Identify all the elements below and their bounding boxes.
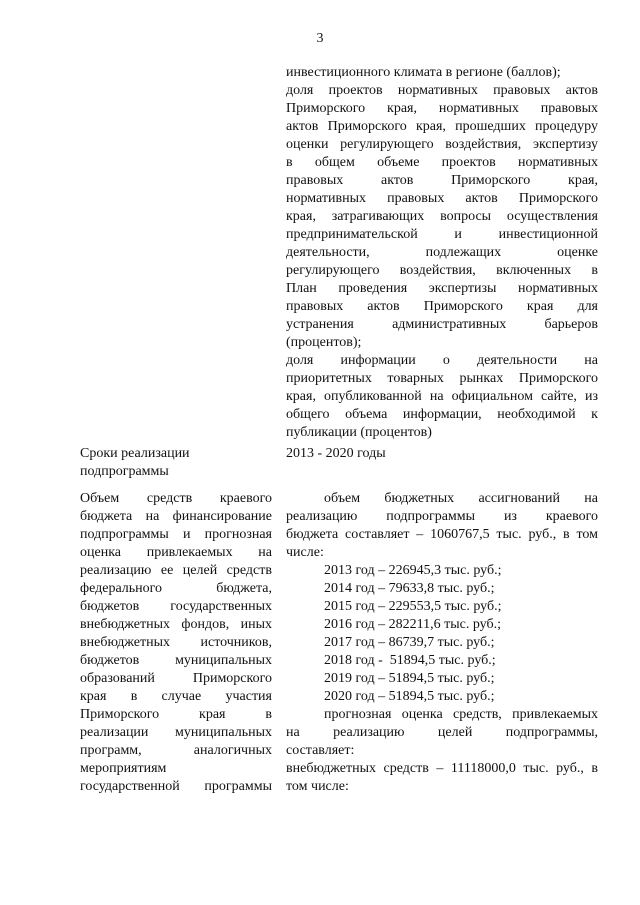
text-line: инвестиционного климата в регионе (баллов); — [286, 65, 561, 80]
page-number: 3 — [316, 31, 324, 46]
text-line: бюджетов муниципальных — [80, 653, 272, 668]
text-line: предпринимательской и инвестиционной — [286, 227, 598, 242]
text-line: государственной программы — [80, 779, 272, 794]
text-line: образований Приморского — [80, 671, 272, 686]
text-line: приоритетных товарных рынках Приморского — [286, 371, 598, 386]
text-line: мероприятиям — [80, 761, 167, 776]
text-line: Приморского края в — [80, 707, 272, 722]
terms-value — [286, 445, 598, 463]
year-amount: 2018 год - 51894,5 тыс. руб.; — [324, 653, 496, 668]
year-amount: 2016 год – 282211,6 тыс. руб.; — [324, 617, 501, 632]
text-line: актов Приморского края, прошедших процедуру — [286, 119, 598, 134]
text-line: 2013 - 2020 годы — [286, 446, 386, 461]
text-line: края в случае участия — [80, 689, 272, 704]
terms-label — [80, 445, 272, 481]
funding-label — [80, 490, 272, 796]
year-amount: 2015 год – 229553,5 тыс. руб.; — [324, 599, 502, 614]
text-line: реализацию ее целей средств — [80, 563, 272, 578]
text-line: составляет: — [286, 743, 355, 758]
text-line: бюджетов государственных — [80, 599, 272, 614]
text-line: деятельности, подлежащих оценке — [286, 245, 598, 260]
text-line: Объем средств краевого — [80, 491, 272, 506]
text-line: числе: — [286, 545, 324, 560]
text-line: реализации муниципальных — [80, 725, 272, 740]
year-amount: 2017 год – 86739,7 тыс. руб.; — [324, 635, 495, 650]
text-line: программ, аналогичных — [80, 743, 272, 758]
text-line: внебюджетных средств – 11118000,0 тыс. руб., в — [286, 761, 598, 776]
text-line: на реализацию целей подпрограммы, — [286, 725, 598, 740]
year-amount: 2014 год – 79633,8 тыс. руб.; — [324, 581, 495, 596]
text-line: оценки регулирующего воздействия, экспертизу — [286, 137, 598, 152]
text-line: в общем объеме проектов нормативных — [286, 155, 598, 170]
text-line: публикации (процентов) — [286, 425, 432, 440]
text-line: бюджета на финансирование — [80, 509, 272, 524]
funding-values — [286, 490, 598, 796]
text-line: края, опубликованной на официальном сайте, из — [286, 389, 598, 404]
year-amount: 2019 год – 51894,5 тыс. руб.; — [324, 671, 495, 686]
text-line: реализацию подпрограммы из краевого — [286, 509, 598, 524]
text-line: объем бюджетных ассигнований на — [324, 491, 598, 506]
text-line: доля проектов нормативных правовых актов — [286, 83, 598, 98]
text-line: устранения административных барьеров — [286, 317, 598, 332]
text-line: края, затрагивающих вопросы осуществления — [286, 209, 598, 224]
text-line: оценка привлекаемых на — [80, 545, 272, 560]
text-line: правовых актов Приморского края для — [286, 299, 598, 314]
indicators-text — [286, 64, 598, 442]
text-line: общего объема информации, необходимой к — [286, 407, 598, 422]
text-line: внебюджетных фондов, иных — [80, 617, 272, 632]
text-line: регулирующего воздействия, включенных в — [286, 263, 598, 278]
text-line: подпрограммы — [80, 464, 169, 479]
text-line: нормативных правовых актов Приморского — [286, 191, 598, 206]
text-line: федерального бюджета, — [80, 581, 272, 596]
text-line: (процентов); — [286, 335, 362, 350]
text-line: правовых актов Приморского края, — [286, 173, 598, 188]
text-line: внебюджетных источников, — [80, 635, 272, 650]
text-line: бюджета составляет – 1060767,5 тыс. руб., в том — [286, 527, 598, 542]
text-line: подпрограммы и прогнозная — [80, 527, 272, 542]
text-line: Сроки реализации — [80, 446, 190, 461]
text-line: доля информации о деятельности на — [286, 353, 598, 368]
year-amount: 2013 год – 226945,3 тыс. руб.; — [324, 563, 502, 578]
text-line: прогнозная оценка средств, привлекаемых — [324, 707, 598, 722]
year-amount: 2020 год – 51894,5 тыс. руб.; — [324, 689, 495, 704]
text-line: План проведения экспертизы нормативных — [286, 281, 598, 296]
text-line: том числе: — [286, 779, 349, 794]
text-line: Приморского края, нормативных правовых — [286, 101, 598, 116]
